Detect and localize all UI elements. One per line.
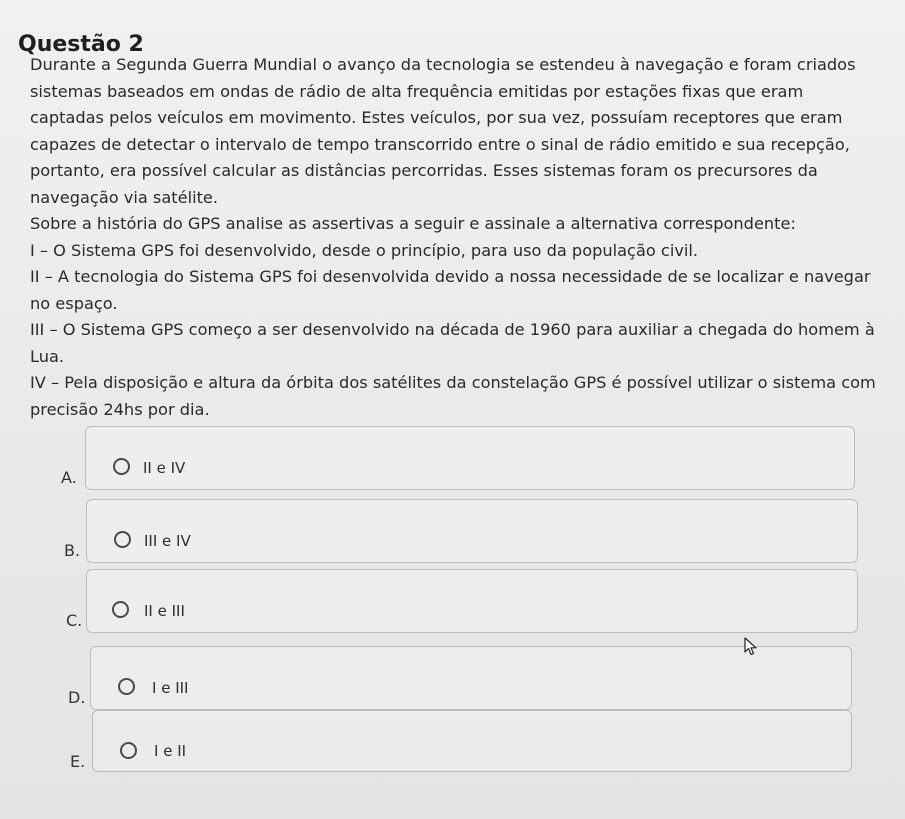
option-box[interactable] xyxy=(90,646,852,710)
option-letter: E. xyxy=(70,752,86,771)
option-a[interactable] xyxy=(55,450,855,502)
option-box[interactable] xyxy=(92,710,852,772)
option-text: I e III xyxy=(152,679,189,697)
option-box[interactable] xyxy=(86,499,858,563)
option-text: II e IV xyxy=(143,459,186,477)
statement-intro: Durante a Segunda Guerra Mundial o avanço da tecnologia se estendeu à navegação e foram criados sistemas baseados em ondas de rádio de alta frequência emitidas por estações fixas que eram captadas pelos veículos em movimento. Estes veículos, por sua vez, possuíam receptores que eram capazes de detectar o intervalo de tempo transcorrido entre o sinal de rádio emitido e sua recepção, portanto, era possível calcular as distâncias percorridas. Esses sistemas foram os precursores da navegação via satélite. xyxy=(30,55,856,207)
option-letter: D. xyxy=(68,688,86,707)
option-text: II e III xyxy=(144,602,185,620)
radio-unchecked-icon[interactable] xyxy=(113,458,130,475)
option-box[interactable] xyxy=(85,426,855,490)
option-text: I e II xyxy=(154,742,187,760)
statement-instruction: Sobre a história do GPS analise as assertivas a seguir e assinale a alternativa correspondente: xyxy=(30,214,796,233)
option-e[interactable] xyxy=(60,736,860,788)
option-letter: B. xyxy=(64,541,81,560)
assertive-iv: IV – Pela disposição e altura da órbita dos satélites da constelação GPS é possível utilizar o sistema com precisão 24hs por dia. xyxy=(30,373,876,419)
assertive-i: I – O Sistema GPS foi desenvolvido, desde o princípio, para uso da população civil. xyxy=(30,240,699,260)
radio-unchecked-icon[interactable] xyxy=(120,742,137,759)
option-letter: A. xyxy=(61,468,77,487)
radio-unchecked-icon[interactable] xyxy=(114,531,131,548)
option-letter: C. xyxy=(66,611,83,630)
option-c[interactable] xyxy=(58,593,858,645)
option-text: III e IV xyxy=(144,532,191,550)
assertive-iii: III – O Sistema GPS começo a ser desenvolvido na década de 1960 para auxiliar a chegada do homem à Lua. xyxy=(30,320,875,366)
option-b[interactable] xyxy=(58,523,858,575)
radio-unchecked-icon[interactable] xyxy=(118,678,135,695)
mouse-pointer-icon xyxy=(744,637,758,657)
option-box[interactable] xyxy=(86,569,858,633)
assertive-ii: II – A tecnologia do Sistema GPS foi desenvolvida devido a nossa necessidade de se localizar e navegar no espaço. xyxy=(30,267,871,313)
radio-unchecked-icon[interactable] xyxy=(112,601,129,618)
question-title: Questão 2 xyxy=(18,32,144,57)
